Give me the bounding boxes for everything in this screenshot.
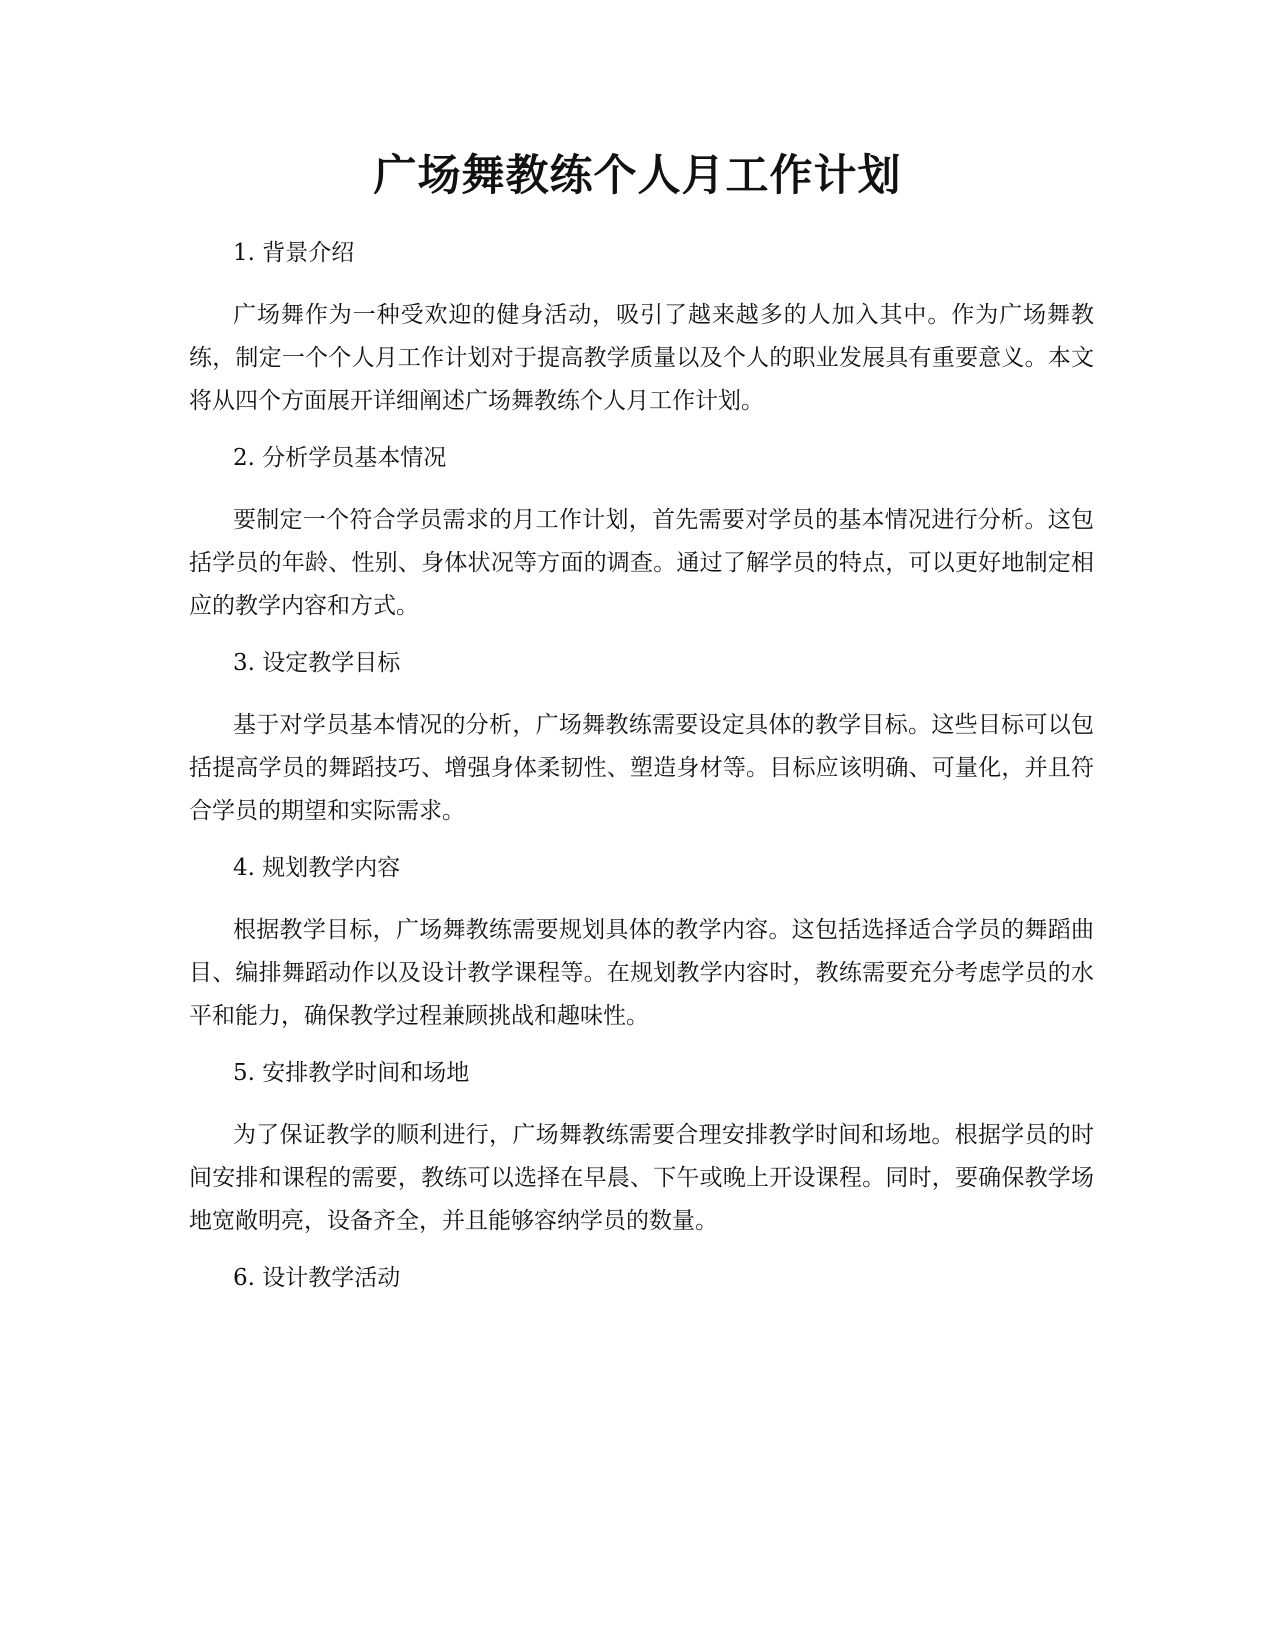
section-heading-student-analysis: 2. 分析学员基本情况 bbox=[233, 445, 447, 471]
section-heading-time-and-venue: 5. 安排教学时间和场地 bbox=[233, 1060, 470, 1086]
section-heading-teaching-content: 4. 规划教学内容 bbox=[233, 855, 401, 881]
section-body-time-and-venue: 为了保证教学的顺利进行，广场舞教练需要合理安排教学时间和场地。根据学员的时间安排和课程的需要，教练可以选择在早晨、下午或晚上开设课程。同时，要确保教学场地宽敞明亮，设备齐全，并且能够容纳学员的数量。 bbox=[189, 1122, 1094, 1234]
section-heading-background: 1. 背景介绍 bbox=[233, 240, 355, 266]
section-body-teaching-content: 根据教学目标，广场舞教练需要规划具体的教学内容。这包括选择适合学员的舞蹈曲目、编排舞蹈动作以及设计教学课程等。在规划教学内容时，教练需要充分考虑学员的水平和能力，确保教学过程兼顾挑战和趣味性。 bbox=[189, 917, 1094, 1029]
section-heading-teaching-goals: 3. 设定教学目标 bbox=[233, 650, 401, 676]
section-body-background: 广场舞作为一种受欢迎的健身活动，吸引了越来越多的人加入其中。作为广场舞教练，制定一个个人月工作计划对于提高教学质量以及个人的职业发展具有重要意义。本文将从四个方面展开详细阐述广场舞教练个人月工作计划。 bbox=[189, 302, 1094, 414]
document-title: 广场舞教练个人月工作计划 bbox=[373, 151, 902, 201]
section-body-teaching-goals: 基于对学员基本情况的分析，广场舞教练需要设定具体的教学目标。这些目标可以包括提高学员的舞蹈技巧、增强身体柔韧性、塑造身材等。目标应该明确、可量化，并且符合学员的期望和实际需求。 bbox=[189, 712, 1094, 824]
section-body-student-analysis: 要制定一个符合学员需求的月工作计划，首先需要对学员的基本情况进行分析。这包括学员的年龄、性别、身体状况等方面的调查。通过了解学员的特点，可以更好地制定相应的教学内容和方式。 bbox=[189, 507, 1094, 619]
section-heading-teaching-activities: 6. 设计教学活动 bbox=[233, 1265, 401, 1291]
